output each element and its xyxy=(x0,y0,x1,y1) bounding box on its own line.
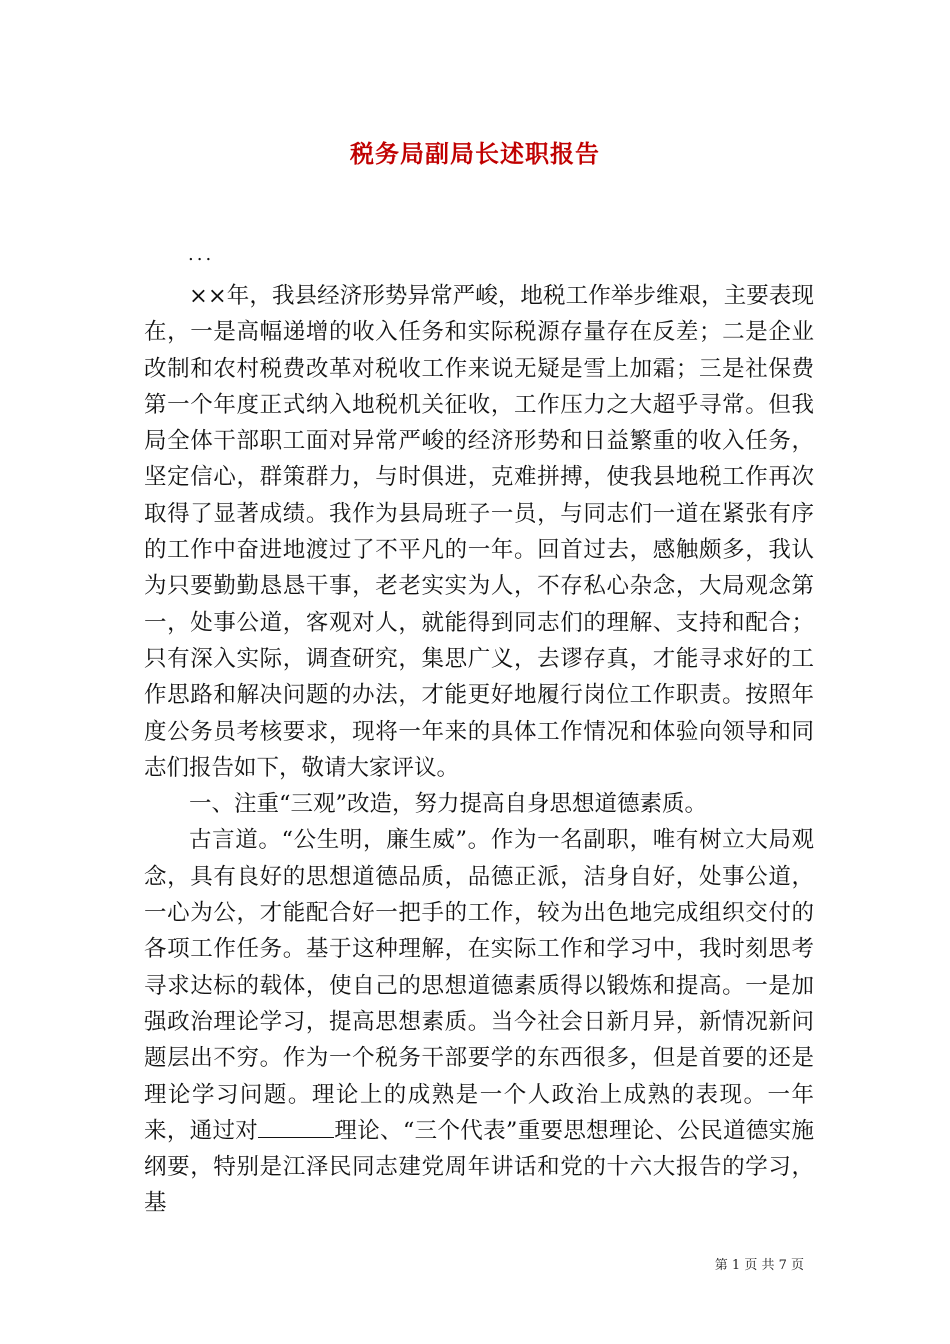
document-body xyxy=(144,278,814,1222)
paragraph-section-heading: 一、注重“三观”改造，努力提高自身思想道德素质。 xyxy=(189,791,708,818)
paragraph-ethics-text-a: 古言道。“公生明，廉生威”。作为一名副职，唯有树立大局观念，具有良好的思想道德品质，品德正派，洁身自好，处事公道，一心为公，才能配合好一把手的工作，较为出色地完成组织交付的各项工作任务。基于这种理解，在实际工作和学习中，我时刻思考寻求达标的载体，使自己的思想道德素质得以锻炼和提高。一是加强政治理论学习，提高思想素质。当今社会日新月异，新情况新问题层出不穷。作为一个税务干部要学的东西很多，但是首要的还是理论学习问题。理论上的成熟是一个人政治上成熟的表现。一年来，通过对 xyxy=(144,827,814,1144)
paragraph-intro: ××年，我县经济形势异常严峻，地税工作举步维艰，主要表现在，一是高幅递增的收入任务和实际税源存量存在反差；二是企业改制和农村税费改革对税收工作来说无疑是雪上加霜；三是社保费第一个年度正式纳入地税机关征收，工作压力之大超乎寻常。但我局全体干部职工面对异常严峻的经济形势和日益繁重的收入任务，坚定信心，群策群力，与时俱进，克难拼搏，使我县地税工作再次取得了显著成绩。我作为县局班子一员，与同志们一道在紧张有序的工作中奋进地渡过了不平凡的一年。回首过去，感触颇多，我认为只要勤勤恳恳干事，老老实实为人，不存私心杂念，大局观念第一，处事公道，客观对人，就能得到同志们的理解、支持和配合；只有深入实际，调查研究，集思广义，去谬存真，才能寻求好的工作思路和解决问题的办法，才能更好地履行岗位工作职责。按照年度公务员考核要求，现将一年来的具体工作情况和体验向领导和同志们报告如下，敬请大家评议。 xyxy=(144,283,814,781)
fill-in-blank xyxy=(258,1137,334,1138)
document-title: 税务局副局长述职报告 xyxy=(350,139,600,168)
paragraph-ethics xyxy=(144,822,814,1221)
paragraph-ethics-text-b: 理论、“三个代表”重要思想理论、公民道德实施纲要，特别是江泽民同志建党周年讲话和党的十六大报告的学习，基 xyxy=(144,1117,814,1217)
ellipsis-marker: ... xyxy=(188,244,215,265)
page-number-footer: 第 1 页 共 7 页 xyxy=(714,1258,804,1273)
